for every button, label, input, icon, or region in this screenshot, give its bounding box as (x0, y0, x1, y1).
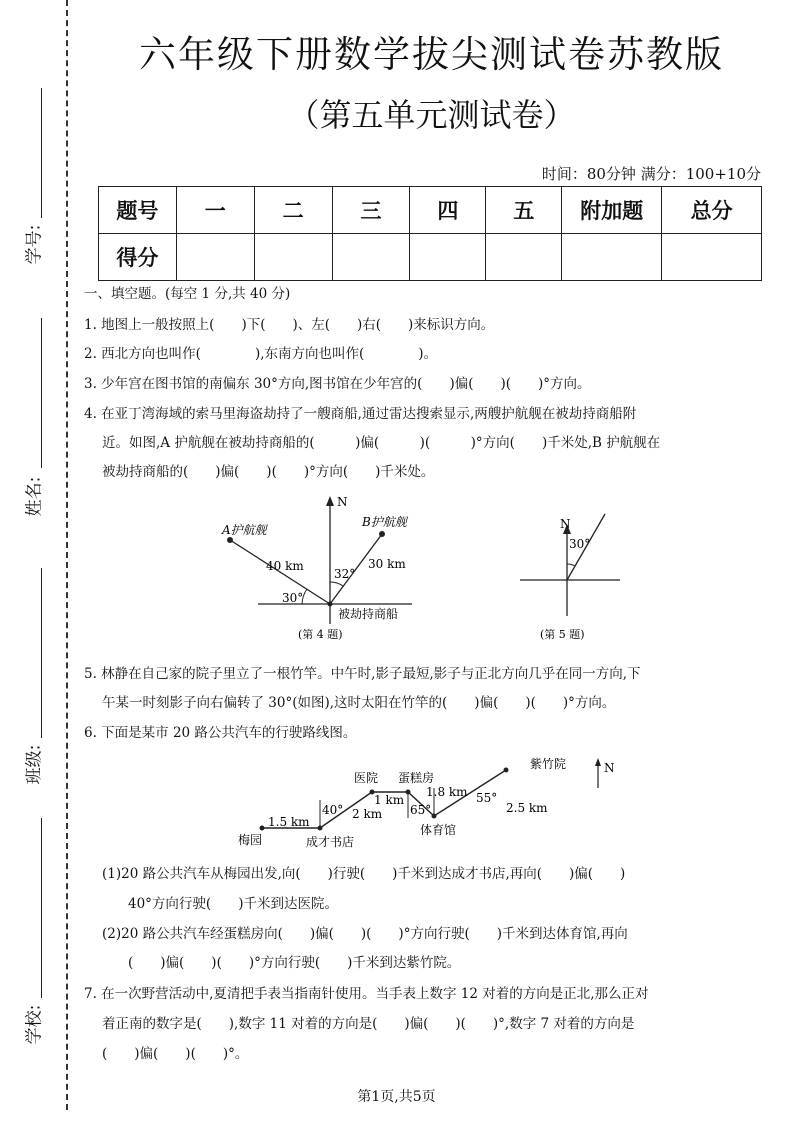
distance-4: 1.8 km (426, 785, 468, 799)
name-label: 姓名: (24, 476, 45, 517)
fig4-caption: (第 4 题) (298, 628, 343, 641)
score-cell[interactable] (176, 234, 254, 281)
school-field[interactable] (41, 818, 42, 998)
school-label: 学校: (24, 1004, 45, 1045)
score-table (98, 186, 762, 281)
page-footer: 第1页,共5页 (357, 1089, 436, 1105)
question-6-1-line1: (1)20 路公共汽车从梅园出发,向( )行驶( )千米到达成才书店,再向( )偏( ) (102, 866, 626, 882)
question-4-line3: 被劫持商船的( )偏( )( )°方向( )千米处。 (102, 464, 435, 480)
score-header-cell: 三 (332, 187, 410, 234)
fig4-angle-b: 32° (334, 567, 356, 581)
class-field[interactable] (41, 568, 42, 738)
score-cell[interactable] (562, 234, 662, 281)
score-header-cell: 总分 (662, 187, 762, 234)
stop-tiyuguan: 体育馆 (420, 823, 457, 837)
score-header-cell: 四 (410, 187, 486, 234)
angle-55: 55° (476, 791, 498, 805)
score-cell[interactable] (254, 234, 332, 281)
class-label: 班级: (24, 744, 45, 785)
question-7-line3: ( )偏( )( )°。 (102, 1046, 249, 1062)
score-table-header-row (99, 187, 762, 234)
score-row-label: 得分 (99, 234, 177, 281)
fig4-angle-a: 30° (282, 591, 304, 605)
stop-dangaofang: 蛋糕房 (398, 771, 435, 785)
page-title: 六年级下册数学拔尖测试卷苏教版 (139, 33, 724, 76)
time-info: 时间：80分钟 满分：100+10分 (541, 165, 761, 183)
question-3: 3. 少年宫在图书馆的南偏东 30°方向,图书馆在少年宫的( )偏( )( )°方向。 (84, 376, 591, 392)
question-6-2-line2: ( )偏( )( )°方向行驶( )千米到达紫竹院。 (128, 955, 461, 971)
fig4-b-distance: 30 km (368, 557, 406, 571)
question-6-1-line2: 40°方向行驶( )千米到达医院。 (128, 896, 338, 912)
fig5-north-label: N (560, 517, 571, 531)
fig4-ship-label: 被劫持商船 (338, 607, 399, 621)
name-field[interactable] (41, 318, 42, 468)
score-cell[interactable] (332, 234, 410, 281)
angle-65: 65° (410, 803, 432, 817)
distance-5: 2.5 km (506, 801, 548, 815)
stop-chengcai: 成才书店 (306, 835, 355, 849)
binding-dashed-line (66, 0, 68, 1110)
score-cell[interactable] (662, 234, 762, 281)
score-header-cell: 题号 (99, 187, 177, 234)
question-5-line2: 午某一时刻影子向右偏转了 30°(如图),这时太阳在竹竿的( )偏( )( )°方向。 (102, 695, 616, 711)
fig6-north-label: N (604, 761, 615, 775)
score-cell[interactable] (486, 234, 562, 281)
figure-4-diagram (210, 488, 450, 648)
angle-40: 40° (322, 803, 344, 817)
stop-meiyuan: 梅园 (238, 833, 263, 847)
score-header-cell: 二 (254, 187, 332, 234)
question-5-line1: 5. 林静在自己家的院子里立了一根竹竿。中午时,影子最短,影子与正北方向几乎在同一方向,下 (84, 666, 641, 682)
fig5-angle: 30° (569, 537, 591, 551)
question-7-line1: 7. 在一次野营活动中,夏清把手表当指南针使用。当手表上数字 12 对着的方向是正北,那么正对 (84, 986, 649, 1002)
figure-5-diagram (510, 508, 630, 648)
question-7-line2: 着正南的数字是( ),数字 11 对着的方向是( )偏( )( )°,数字 7 对着的方向是 (102, 1016, 635, 1032)
fig4-north-label: N (337, 495, 348, 509)
question-6-2-line1: (2)20 路公共汽车经蛋糕房向( )偏( )( )°方向行驶( )千米到达体育馆,再向 (102, 926, 628, 942)
distance-2: 2 km (352, 807, 383, 821)
fig5-caption: (第 5 题) (540, 628, 585, 641)
distance-3: 1 km (374, 793, 405, 807)
section-heading: 一、填空题。(每空 1 分,共 40 分) (84, 286, 291, 302)
stop-yiyuan: 医院 (354, 771, 379, 785)
question-6: 6. 下面是某市 20 路公共汽车的行驶路线图。 (84, 725, 357, 741)
figure-6-route-map (230, 752, 630, 852)
question-4-line1: 4. 在亚丁湾海域的索马里海盗劫持了一艘商船,通过雷达搜索显示,两艘护航舰在被劫持商船附 (84, 406, 637, 422)
question-1: 1. 地图上一般按照上( )下( )、左( )右( )来标识方向。 (84, 317, 495, 333)
student-id-field[interactable] (41, 88, 42, 218)
question-2: 2. 西北方向也叫作( ),东南方向也叫作( )。 (84, 346, 438, 362)
question-4-line2: 近。如图,A 护航舰在被劫持商船的( )偏( )( )°方向( )千米处,B 护航舰在 (102, 435, 661, 451)
score-header-cell: 附加题 (562, 187, 662, 234)
score-header-cell: 一 (176, 187, 254, 234)
fig4-a-label: A护航舰 (222, 523, 267, 537)
student-id-label: 学号: (24, 224, 45, 265)
score-cell[interactable] (410, 234, 486, 281)
fig4-b-label: B护航舰 (362, 515, 407, 529)
stop-zizhuyuan: 紫竹院 (530, 757, 567, 771)
distance-1: 1.5 km (268, 815, 310, 829)
score-table-score-row (99, 234, 762, 281)
page-subtitle: （第五单元测试卷） (287, 96, 576, 134)
score-header-cell: 五 (486, 187, 562, 234)
fig4-a-distance: 40 km (266, 559, 304, 573)
